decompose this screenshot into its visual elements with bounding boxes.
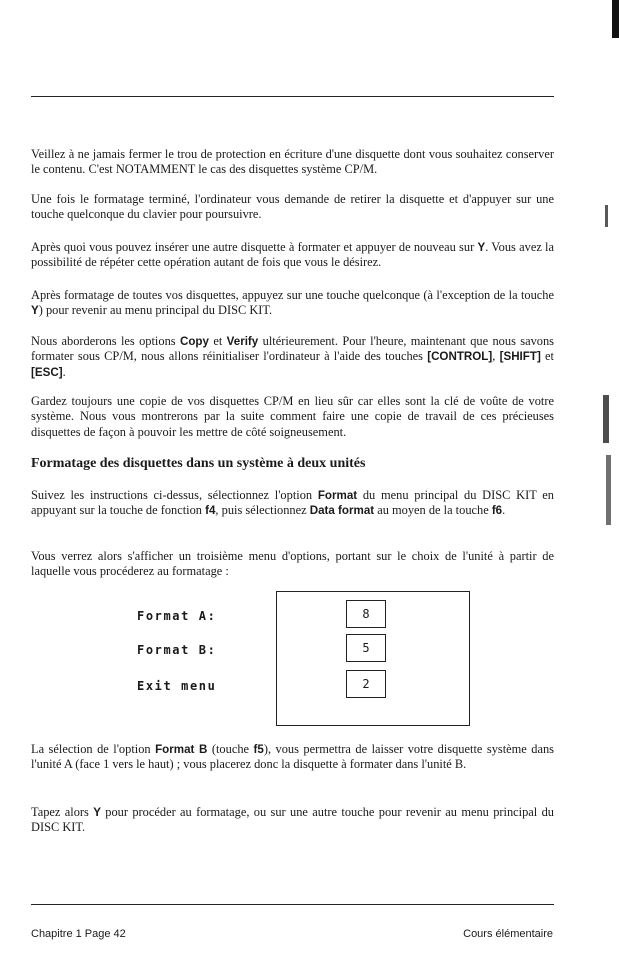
text-run: , puis sélectionnez [215, 503, 310, 518]
footer-page-number: Chapitre 1 Page 42 [31, 928, 126, 940]
text-run: . Vous avez la possibilité de répéter cette opération autant de fois que vous le désirez. [31, 240, 555, 270]
header-rule [31, 96, 554, 97]
text-run: Après formatage de toutes vos disquettes, appuyez sur une touche quelconque (à l'exception de la touche [31, 288, 554, 302]
paragraph [31, 240, 554, 271]
text-run: La sélection de l'option [31, 742, 156, 756]
paragraph [31, 288, 554, 319]
key-term: Y [93, 806, 101, 819]
text-run: Gardez toujours une copie de vos disquettes CP/M en lieu sûr car elles sont la clé de voûte de votre système. Nous vous montrerons par la suite comment faire une copie de travail de ces précieuses disquettes de façon à pouvoir les mettre de côté soigneusement. [31, 394, 554, 439]
paragraph [31, 805, 554, 836]
paragraph [31, 488, 554, 519]
key-term: Data format [309, 504, 375, 518]
text-run: , [492, 349, 500, 364]
paragraph [31, 147, 554, 178]
menu-option-format-b: Format B: [137, 643, 217, 657]
text-run: Nous aborderons les options [31, 334, 180, 348]
key-term: [ESC] [31, 365, 63, 379]
text-run: Après quoi vous pouvez insérer une autre disquette à formater et appuyer de nouveau sur [31, 240, 478, 254]
text-run: Une fois le formatage terminé, l'ordinateur vous demande de retirer la disquette et d'appuyer sur une touche quelconque du clavier pour poursuivre. [31, 192, 554, 222]
text-run: ) pour revenir au menu principal du DISC KIT. [38, 303, 273, 318]
key-term: Copy [179, 335, 209, 348]
scan-artifact [605, 205, 608, 227]
key-term: [SHIFT] [499, 350, 541, 364]
scan-artifact [606, 455, 611, 525]
paragraph [31, 742, 554, 773]
text-run: du menu principal du DISC KIT en appuyant sur la touche de fonction [31, 488, 554, 518]
text-run: au moyen de la touche [374, 503, 492, 518]
key-term: f4 [205, 504, 216, 518]
text-run: (touche [207, 742, 254, 756]
menu-option-exit: Exit menu [137, 679, 217, 693]
menu-option-format-a: Format A: [137, 609, 217, 623]
menu-key-format-a: 8 [346, 600, 386, 628]
key-term: Verify [226, 335, 259, 348]
footer-rule [31, 904, 554, 905]
footer-course-title: Cours élémentaire [463, 928, 553, 940]
key-term: f6 [491, 504, 503, 518]
key-term: f5 [253, 743, 264, 756]
text-run: Veillez à ne jamais fermer le trou de protection en écriture d'une disquette dont vous souhaitez conserver le contenu. C'est NOTAMMENT le cas des disquettes système CP/M. [31, 147, 554, 177]
section-heading: Formatage des disquettes dans un système à deux unités [31, 456, 366, 471]
text-run: pour procéder au formatage, ou sur une autre touche pour revenir au menu principal du DISC KIT. [31, 805, 554, 835]
key-term: Format B [155, 743, 208, 756]
menu-key-exit: 2 [346, 670, 386, 698]
text-run: . [502, 503, 506, 518]
text-run: Tapez alors [31, 805, 94, 819]
text-run: ), vous permettra de laisser votre disquette système dans l'unité A (face 1 vers le haut) ; vous placerez donc la disquette à formater dans l'unité B. [31, 742, 554, 772]
text-run: Suivez les instructions ci-dessus, sélectionnez l'option [31, 488, 318, 502]
key-term: Y [31, 304, 39, 318]
text-run: et [540, 349, 554, 364]
key-term: Y [477, 241, 486, 254]
text-run: et [208, 334, 227, 348]
text-run: . [62, 364, 66, 379]
menu-key-format-b: 5 [346, 634, 386, 662]
paragraph [31, 192, 554, 223]
paragraph [31, 334, 554, 380]
scan-artifact [603, 395, 609, 443]
text-run: ultérieurement. Pour l'heure, maintenant que nous savons formater sous CP/M, nous allons réinitialiser l'ordinateur à l'aide des touches [31, 334, 554, 364]
scan-artifact [612, 0, 619, 38]
paragraph [31, 394, 554, 440]
key-term: Format [317, 489, 358, 502]
paragraph [31, 549, 554, 580]
key-term: [CONTROL] [427, 350, 493, 364]
text-run: Vous verrez alors s'afficher un troisième menu d'options, portant sur le choix de l'unité à partir de laquelle vous procéderez au formatage : [31, 549, 554, 579]
